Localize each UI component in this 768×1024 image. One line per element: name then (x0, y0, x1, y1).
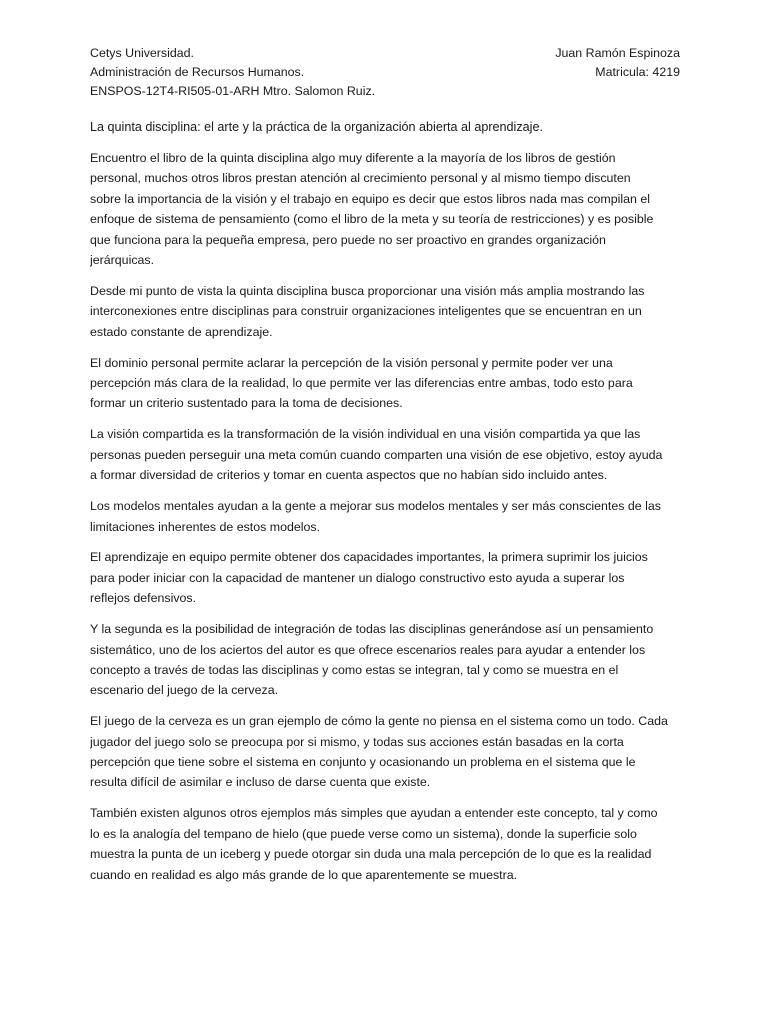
paragraph (90, 803, 680, 885)
paragraph-line: formar un criterio sustentado para la toma de decisiones. (90, 396, 403, 411)
paragraph-line: personas pueden perseguir una meta común cuando comparten una visión de ese objetivo, estoy ayuda (90, 447, 663, 462)
paragraph-line: para poder iniciar con la capacidad de mantener un dialogo constructivo esto ayuda a superar los (90, 570, 625, 585)
paragraph-line: El juego de la cerveza es un gran ejemplo de cómo la gente no piensa en el sistema como un todo. Cada (90, 714, 668, 729)
paragraph-line: resulta difícil de asimilar e incluso de darse cuenta que existe. (90, 775, 431, 790)
paragraph-line: jugador del juego solo se preocupa por si mismo, y todas sus acciones están basadas en la corta (90, 734, 624, 749)
document-page (90, 44, 680, 1004)
paragraph-line: Los modelos mentales ayudan a la gente a mejorar sus modelos mentales y ser más conscientes de las (90, 499, 661, 514)
paragraph-line: reflejos defensivos. (90, 591, 197, 606)
paragraph (90, 547, 680, 608)
paragraph-line: jerárquicas. (90, 253, 155, 268)
paragraph-line: El aprendizaje en equipo permite obtener dos capacidades importantes, la primera suprimir los juicios (90, 550, 648, 565)
paragraph-line: estado constante de aprendizaje. (90, 324, 273, 339)
paragraph (90, 281, 680, 342)
paragraph-line: enfoque de sistema de pensamiento (como el libro de la meta y su teoría de restricciones) y es posible (90, 212, 654, 227)
paragraph (90, 353, 680, 414)
student-id: Matricula: 4219 (595, 65, 680, 79)
paragraph-line: lo es la analogía del tempano de hielo (que puede verse como un sistema), donde la superficie solo (90, 826, 637, 841)
paragraph-line: concepto a través de todas las disciplinas y como estas se integran, tal y como se muestra en el (90, 662, 619, 677)
paragraph-line: Desde mi punto de vista la quinta disciplina busca proporcionar una visión más amplia mostrando las (90, 283, 645, 298)
paragraph (90, 496, 680, 537)
paragraph (90, 424, 680, 485)
university-name: Cetys Universidad. (90, 46, 194, 60)
paragraph-line: Y la segunda es la posibilidad de integración de todas las disciplinas generándose así un pensamiento (90, 622, 654, 637)
header-left-block (90, 44, 375, 101)
paragraph-line: percepción más clara de la realidad, lo que permite ver las diferencias entre ambas, todo esto para (90, 376, 633, 391)
author-name: Juan Ramón Espinoza (555, 46, 680, 60)
paragraph-line: cuando en realidad es algo más grande de lo que aparentemente se muestra. (90, 867, 518, 882)
document-header (90, 44, 680, 100)
paragraph-line: que funciona para la pequeña empresa, pero puede no ser proactivo en grandes organización (90, 232, 606, 247)
paragraph-line: muestra la punta de un iceberg y puede otorgar sin duda una mala percepción de lo que es la realidad (90, 847, 652, 862)
header-right-block (555, 44, 680, 82)
paragraph-line: Encuentro el libro de la quinta disciplina algo muy diferente a la mayoría de los libros de gestión (90, 151, 616, 165)
paragraph (90, 619, 680, 701)
paragraph-line: interconexiones entre disciplinas para construir organizaciones inteligentes que se encuentran en un (90, 304, 642, 319)
document-body (90, 148, 680, 885)
paragraph (90, 711, 680, 793)
paragraph-line: personal, muchos otros libros prestan atención al crecimiento personal y al mismo tiempo discuten (90, 171, 631, 186)
paragraph-line: limitaciones inherentes de estos modelos. (90, 519, 321, 534)
paragraph-line: percepción que tiene sobre el sistema en conjunto y ocasionando un problema en el sistema que le (90, 755, 636, 770)
paragraph-line: El dominio personal permite aclarar la percepción de la visión personal y permite poder ver una (90, 355, 613, 370)
paragraph-line: escenario del juego de la cerveza. (90, 683, 279, 698)
paragraph-line: sistemático, uno de los aciertos del autor es que ofrece escenarios reales para ayudar a entender los (90, 642, 646, 657)
paragraph-line: a formar diversidad de criterios y tomar en cuenta aspectos que no habían sido incluido antes. (90, 468, 608, 483)
paragraph-line: sobre la importancia de la visión y el trabajo en equipo es decir que estos libros nada mas compilan el (90, 191, 650, 206)
paragraph-line: También existen algunos otros ejemplos más simples que ayudan a entender este concepto, tal y como (90, 806, 658, 821)
course-code-teacher: ENSPOS-12T4-RI505-01-ARH Mtro. Salomon Ruiz. (90, 84, 376, 98)
document-title: La quinta disciplina: el arte y la práctica de la organización abierta al aprendizaje. (90, 120, 543, 134)
paragraph-line: La visión compartida es la transformación de la visión individual en una visión compartida ya que las (90, 427, 641, 442)
paragraph (90, 148, 680, 270)
course-name: Administración de Recursos Humanos. (90, 65, 305, 79)
